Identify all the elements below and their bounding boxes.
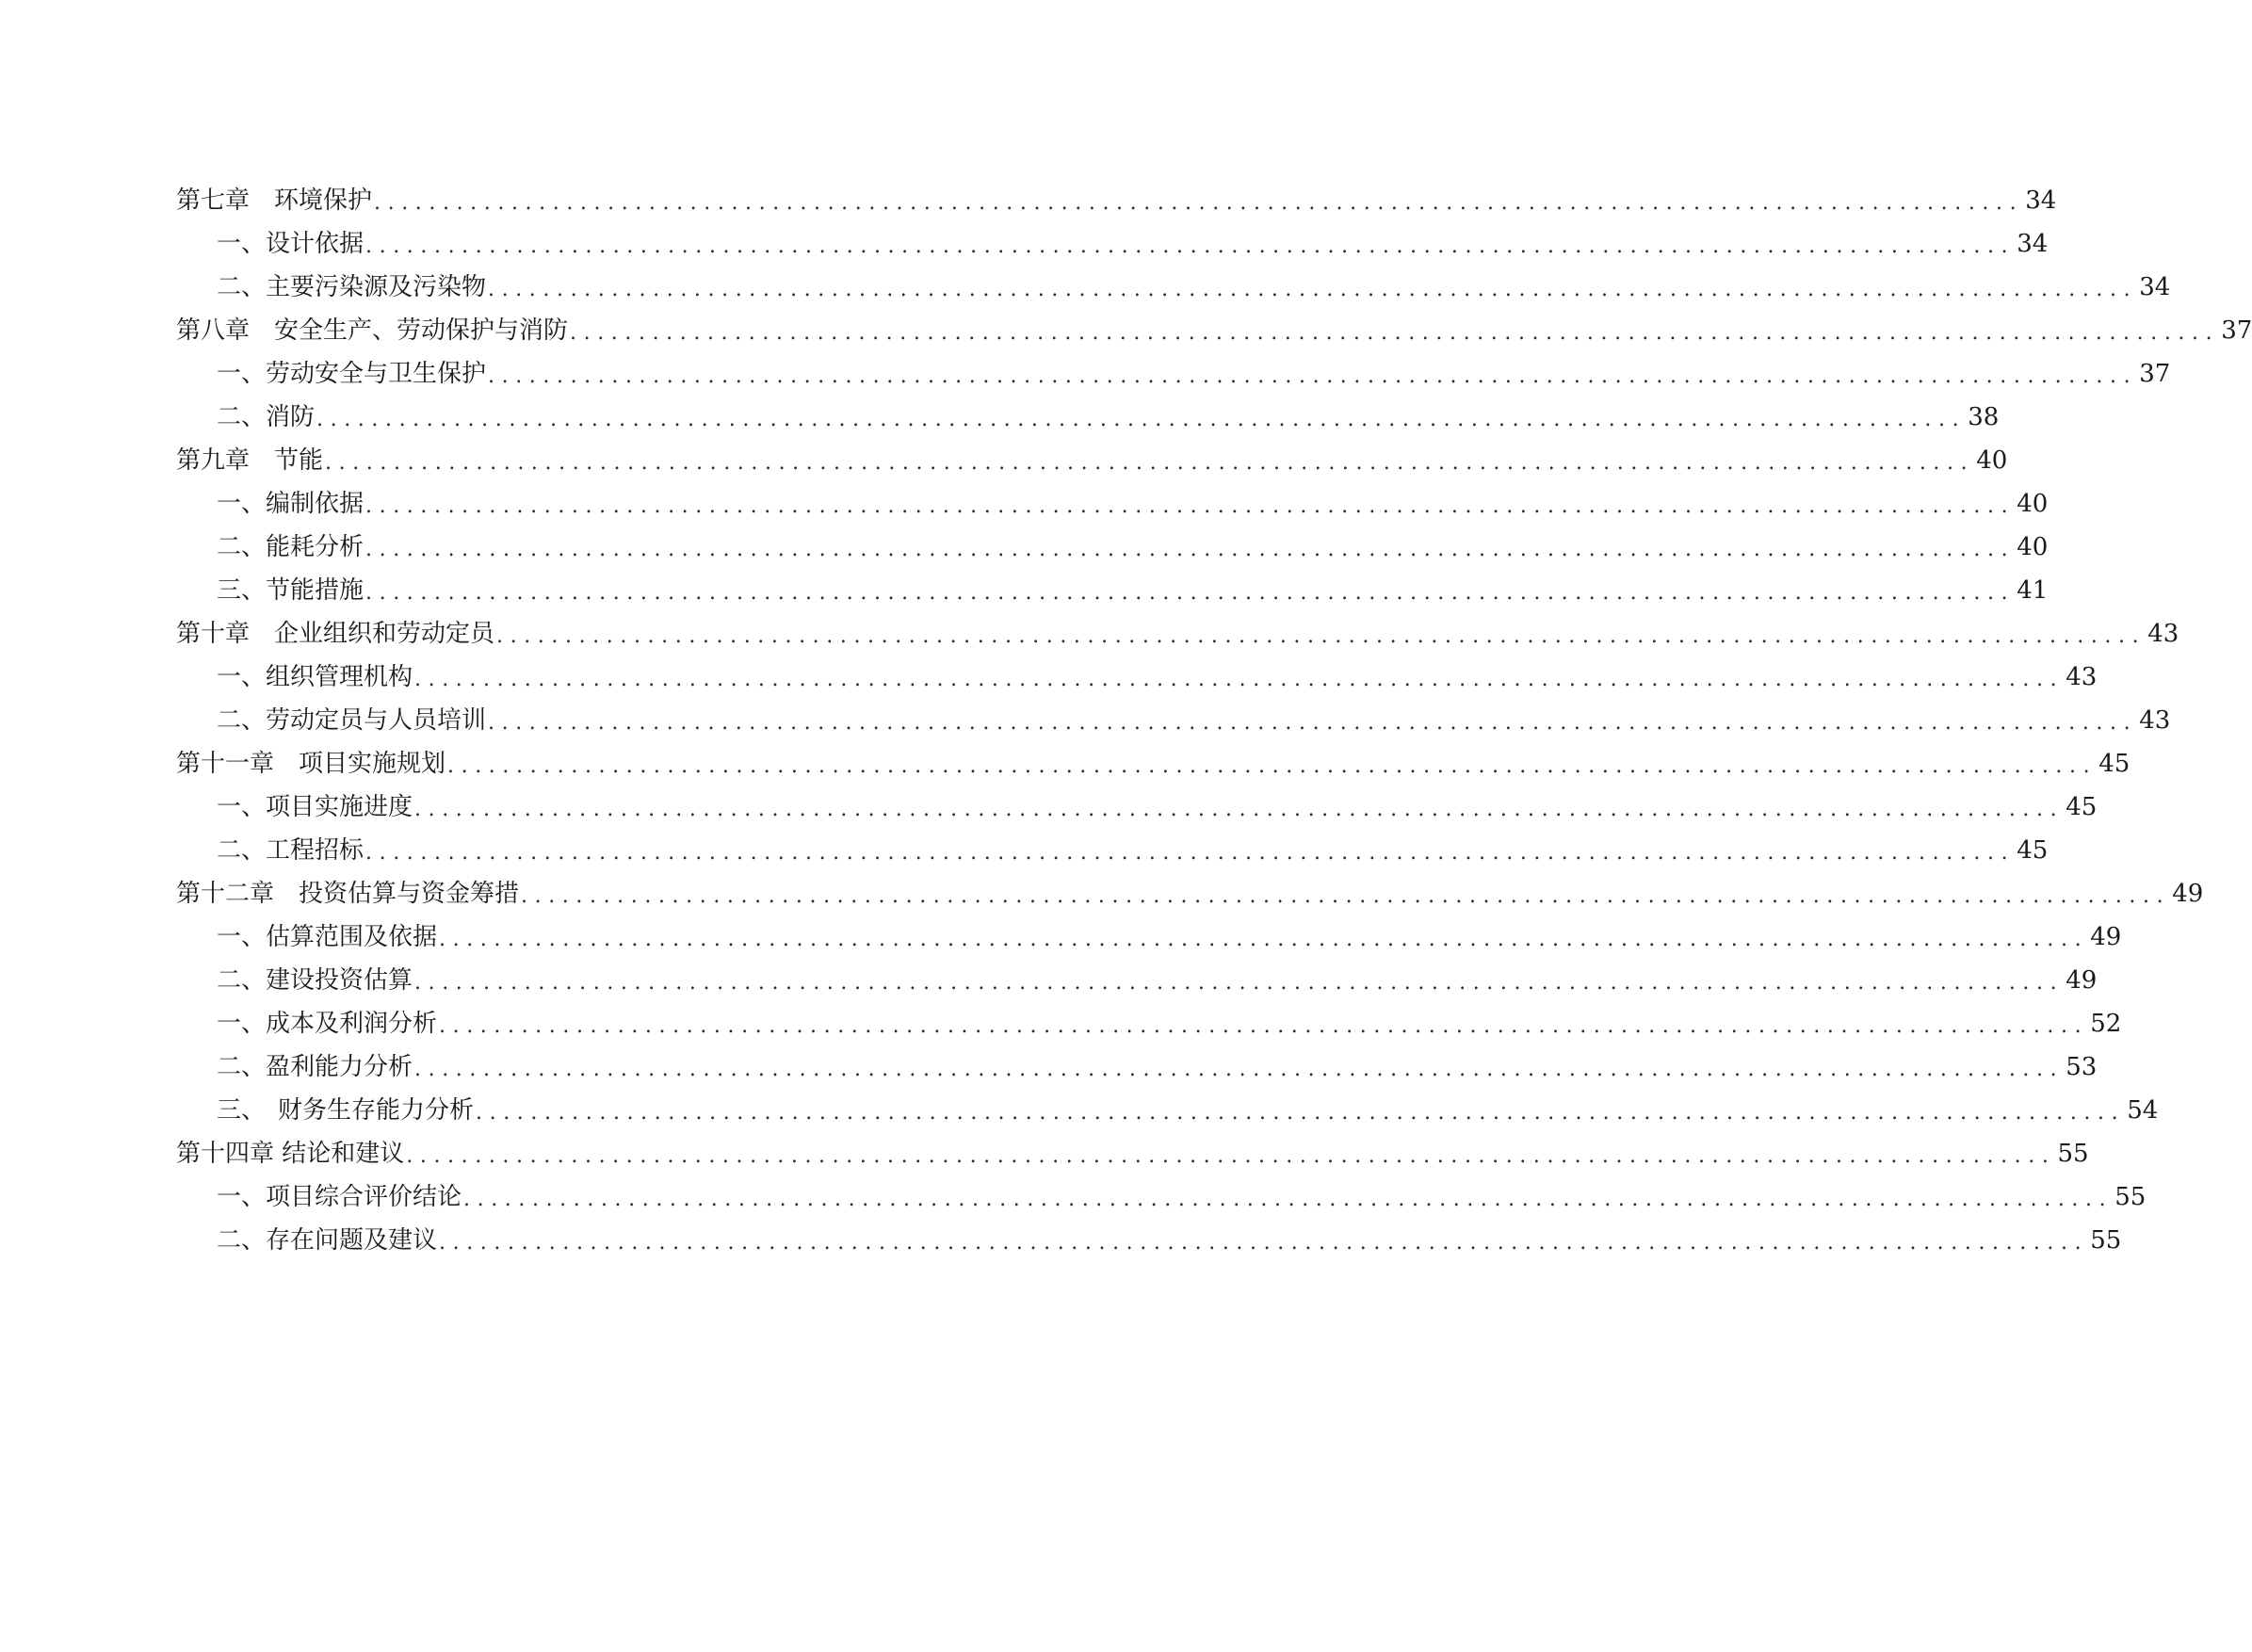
toc-entry-label: 二、能耗分析 — [217, 533, 365, 561]
toc-dot-leader: ........................................................................................................................ — [488, 711, 2138, 735]
toc-entry-label: 二、存在问题及建议 — [217, 1226, 438, 1255]
toc-dot-leader: ........................................................................................................................ — [374, 191, 2024, 215]
toc-entry-label: 一、组织管理机构 — [217, 663, 413, 691]
toc-dot-leader: ........................................................................................................................ — [414, 798, 2065, 821]
toc-page-number: 45 — [2098, 750, 2130, 778]
toc-dot-leader: ........................................................................................................................ — [488, 278, 2138, 301]
toc-page-number: 40 — [2017, 490, 2049, 518]
toc-entry-label: 二、主要污染源及污染物 — [217, 273, 487, 301]
toc-entry-label: 一、成本及利润分析 — [217, 1010, 438, 1038]
toc-section-entry[interactable] — [176, 1045, 2098, 1089]
toc-page-number: 45 — [2066, 793, 2098, 821]
toc-section-entry[interactable] — [176, 1175, 2147, 1219]
toc-dot-leader: ........................................................................................................................ — [365, 841, 2016, 865]
toc-dot-leader: ........................................................................................................................ — [365, 538, 2016, 561]
toc-entry-label: 一、劳动安全与卫生保护 — [217, 360, 487, 388]
toc-section-entry[interactable] — [176, 786, 2098, 829]
toc-chapter-entry[interactable] — [176, 872, 2204, 915]
toc-page-number: 49 — [2172, 880, 2204, 908]
toc-page-number: 37 — [2139, 360, 2171, 388]
toc-dot-leader: ........................................................................................................................ — [447, 754, 2098, 778]
toc-dot-leader: ........................................................................................................................ — [414, 971, 2065, 995]
toc-entry-label: 第七章 环境保护 — [176, 186, 373, 215]
toc-chapter-entry[interactable] — [176, 1132, 2089, 1175]
toc-entry-label: 三、节能措施 — [217, 576, 365, 605]
toc-section-entry[interactable] — [176, 266, 2171, 309]
toc-entry-label: 三、 财务生存能力分析 — [217, 1096, 475, 1125]
toc-dot-leader: ........................................................................................................................ — [476, 1101, 2126, 1125]
toc-page-number: 40 — [1976, 446, 2008, 475]
toc-page-number: 55 — [2114, 1183, 2147, 1211]
toc-entry-label: 一、项目综合评价结论 — [217, 1183, 462, 1211]
toc-dot-leader: ........................................................................................................................ — [439, 1231, 2089, 1255]
toc-chapter-entry[interactable] — [176, 612, 2179, 656]
toc-dot-leader: ........................................................................................................................ — [414, 1058, 2065, 1081]
toc-page-number: 34 — [2017, 230, 2049, 258]
toc-page-number: 55 — [2057, 1140, 2089, 1168]
toc-entry-label: 二、劳动定员与人员培训 — [217, 706, 487, 735]
toc-entry-label: 第十四章 结论和建议 — [176, 1140, 405, 1168]
toc-page-number: 37 — [2221, 316, 2252, 345]
toc-page-number: 43 — [2147, 620, 2179, 648]
toc-page-number: 49 — [2090, 923, 2122, 951]
toc-dot-leader: ........................................................................................................................ — [316, 408, 1967, 431]
toc-section-entry[interactable] — [176, 569, 2049, 612]
toc-entry-label: 二、建设投资估算 — [217, 966, 413, 995]
toc-page-number: 43 — [2066, 663, 2098, 691]
toc-section-entry[interactable] — [176, 482, 2049, 526]
toc-section-entry[interactable] — [176, 526, 2049, 569]
toc-page-number: 55 — [2090, 1226, 2122, 1255]
toc-entry-label: 第九章 节能 — [176, 446, 324, 475]
toc-section-entry[interactable] — [176, 352, 2171, 396]
toc-page-number: 49 — [2066, 966, 2098, 995]
toc-section-entry[interactable] — [176, 959, 2098, 1002]
toc-entry-label: 二、消防 — [217, 403, 316, 431]
toc-chapter-entry[interactable] — [176, 742, 2130, 786]
toc-section-entry[interactable] — [176, 829, 2049, 872]
toc-dot-leader: ........................................................................................................................ — [414, 668, 2065, 691]
toc-section-entry[interactable] — [176, 1002, 2122, 1045]
toc-dot-leader: ........................................................................................................................ — [439, 928, 2089, 951]
toc-dot-leader: ........................................................................................................................ — [570, 321, 2220, 345]
toc-page-number: 43 — [2139, 706, 2171, 735]
toc-page-number: 40 — [2017, 533, 2049, 561]
toc-page-number: 34 — [2025, 186, 2057, 215]
toc-dot-leader: ........................................................................................................................ — [365, 235, 2016, 258]
toc-page-number: 45 — [2017, 836, 2049, 865]
toc-dot-leader: ........................................................................................................................ — [365, 494, 2016, 518]
toc-entry-label: 第十一章 项目实施规划 — [176, 750, 446, 778]
table-of-contents — [176, 179, 2252, 1262]
toc-entry-label: 二、盈利能力分析 — [217, 1053, 413, 1081]
toc-dot-leader: ........................................................................................................................ — [488, 364, 2138, 388]
toc-section-entry[interactable] — [176, 1219, 2122, 1262]
toc-page-number: 41 — [2017, 576, 2049, 605]
toc-section-entry[interactable] — [176, 656, 2098, 699]
toc-dot-leader: ........................................................................................................................ — [496, 624, 2147, 648]
toc-dot-leader: ........................................................................................................................ — [521, 884, 2171, 908]
toc-entry-label: 第八章 安全生产、劳动保护与消防 — [176, 316, 569, 345]
toc-entry-label: 一、编制依据 — [217, 490, 365, 518]
toc-entry-label: 第十章 企业组织和劳动定员 — [176, 620, 495, 648]
toc-entry-label: 一、设计依据 — [217, 230, 365, 258]
toc-dot-leader: ........................................................................................................................ — [325, 451, 1975, 475]
toc-page-number: 38 — [1968, 403, 2000, 431]
toc-entry-label: 一、项目实施进度 — [217, 793, 413, 821]
toc-page-number: 52 — [2090, 1010, 2122, 1038]
toc-chapter-entry[interactable] — [176, 179, 2057, 222]
toc-dot-leader: ........................................................................................................................ — [439, 1014, 2089, 1038]
toc-section-entry[interactable] — [176, 396, 2000, 439]
toc-entry-label: 第十二章 投资估算与资金筹措 — [176, 880, 520, 908]
toc-page-number: 53 — [2066, 1053, 2098, 1081]
toc-dot-leader: ........................................................................................................................ — [365, 581, 2016, 605]
toc-section-entry[interactable] — [176, 699, 2171, 742]
toc-section-entry[interactable] — [176, 222, 2049, 266]
toc-section-entry[interactable] — [176, 1089, 2159, 1132]
toc-entry-label: 一、估算范围及依据 — [217, 923, 438, 951]
toc-entry-label: 二、工程招标 — [217, 836, 365, 865]
toc-chapter-entry[interactable] — [176, 439, 2008, 482]
toc-dot-leader: ........................................................................................................................ — [463, 1188, 2114, 1211]
toc-chapter-entry[interactable] — [176, 309, 2252, 352]
toc-page-number: 54 — [2127, 1096, 2159, 1125]
toc-page-number: 34 — [2139, 273, 2171, 301]
toc-dot-leader: ........................................................................................................................ — [406, 1144, 2056, 1168]
toc-section-entry[interactable] — [176, 915, 2122, 959]
